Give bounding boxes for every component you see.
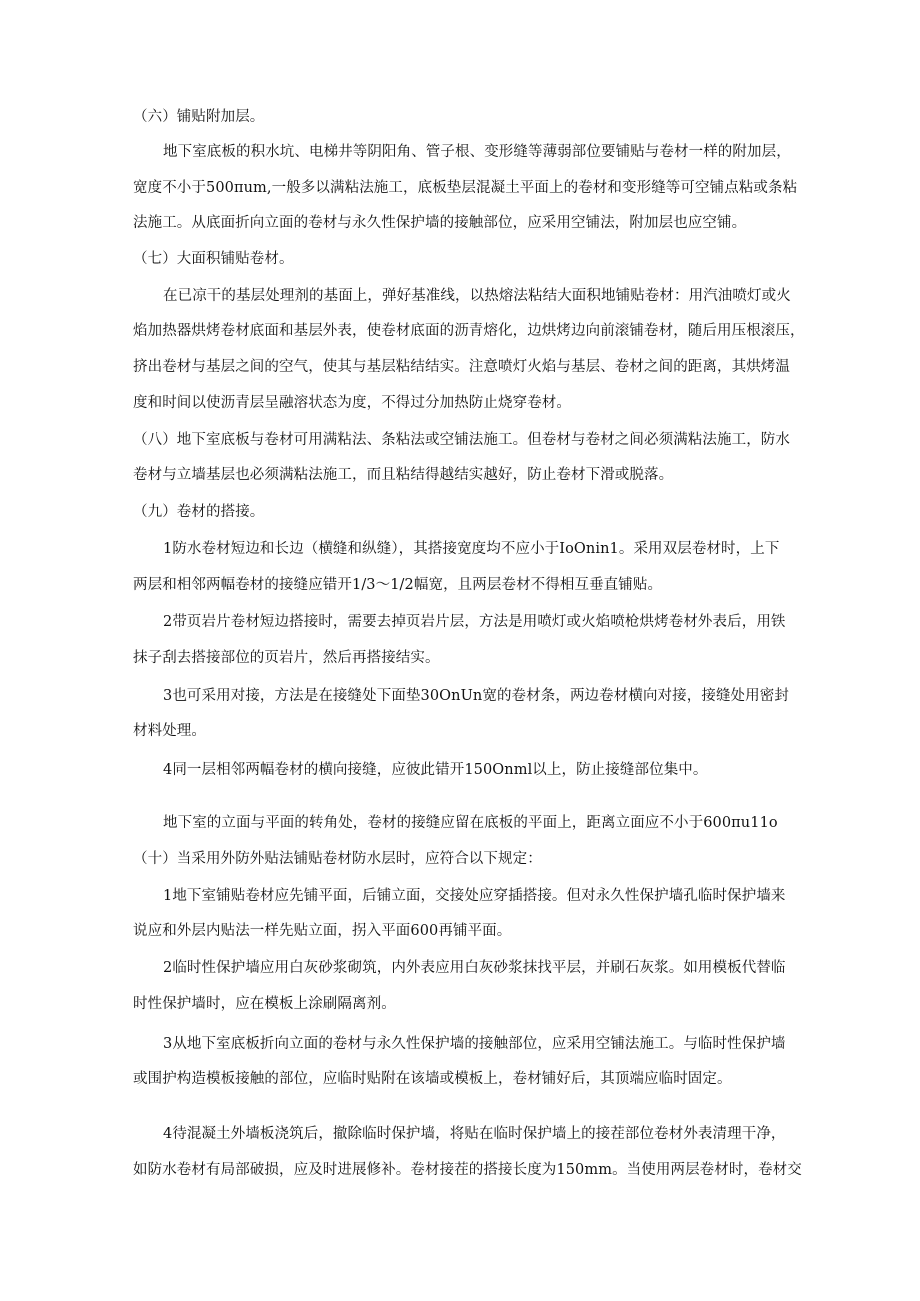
list-item-line: 3也可采用对接，方法是在接缝处下面垫30OnUn宽的卷材条，两边卷材横向对接，接缝处用密封: [163, 688, 789, 704]
list-item-line: 材料处理。: [133, 723, 206, 739]
section-heading-8: （八）地下室底板与卷材可用满粘法、条粘法或空铺法施工。但卷材与卷材之间必须满粘法施工，防水: [133, 432, 790, 448]
list-item-line: 1防水卷材短边和长边（横缝和纵缝），其搭接宽度均不应小于IoOnin1。采用双层卷材时，上下: [163, 541, 780, 557]
paragraph-line: 地下室的立面与平面的转角处，卷材的接缝应留在底板的平面上，距离立面应不小于600πu11o: [163, 815, 778, 831]
paragraph-line: 宽度不小于500πum,一般多以满粘法施工，底板垫层混凝土平面上的卷材和变形缝等可空铺点粘或条粘: [133, 180, 798, 196]
section-heading-10: （十）当采用外防外贴法铺贴卷材防水层时，应符合以下规定：: [133, 851, 542, 867]
paragraph-line: 在已凉干的基层处理剂的基面上，弹好基准线，以热熔法粘结大面积地铺贴卷材：用汽油喷灯或火: [163, 288, 791, 304]
list-item-line: 抹子刮去搭接部位的页岩片，然后再搭接结实。: [133, 650, 440, 666]
section-heading-6: （六）铺贴附加层。: [133, 109, 265, 125]
paragraph-line: 度和时间以使沥青层呈融溶状态为度，不得过分加热防止烧穿卷材。: [133, 395, 571, 411]
list-item-line: 两层和相邻两幅卷材的接缝应错开1/3～1/2幅宽，且两层卷材不得相互垂直铺贴。: [133, 577, 663, 593]
section-heading-9: （九）卷材的搭接。: [133, 504, 265, 520]
paragraph-line: 挤出卷材与基层之间的空气，使其与基层粘结结实。注意喷灯火焰与基层、卷材之间的距离，其烘烤温: [133, 359, 790, 375]
list-item-line: 如防水卷材有局部破损，应及时进展修补。卷材接茬的搭接长度为150mm。当使用两层卷材时，卷材交: [133, 1162, 802, 1178]
list-item-line: 或围护构造模板接触的部位，应临时贴附在该墙或模板上，卷材铺好后，其顶端应临时固定。: [133, 1071, 732, 1087]
paragraph-line: 卷材与立墙基层也必须满粘法施工，而且粘结得越结实越好，防止卷材下滑或脱落。: [133, 467, 674, 483]
list-item-line: 3从地下室底板折向立面的卷材与永久性保护墙的接触部位，应采用空铺法施工。与临时性保护墙: [163, 1036, 786, 1052]
list-item-line: 时性保护墙时，应在模板上涂刷隔离剂。: [133, 996, 396, 1012]
section-heading-7: （七）大面积铺贴卷材。: [133, 251, 294, 267]
list-item-line: 2临时性保护墙应用白灰砂浆砌筑，内外表应用白灰砂浆抹找平层，并刷石灰浆。如用模板代替临: [163, 960, 786, 976]
paragraph-line: 地下室底板的积水坑、电梯井等阴阳角、管子根、变形缝等薄弱部位要铺贴与卷材一样的附加层，: [163, 144, 791, 160]
list-item-line: 4待混凝土外墙板浇筑后，撤除临时保护墙，将贴在临时保护墙上的接茬部位卷材外表清理干净，: [163, 1126, 786, 1142]
list-item-line: 2带页岩片卷材短边搭接时，需要去掉页岩片层，方法是用喷灯或火焰喷枪烘烤卷材外表后，用铁: [163, 614, 786, 630]
list-item-line: 说应和外层内贴法一样先贴立面，拐入平面600再铺平面。: [133, 923, 512, 939]
list-item-line: 4同一层相邻两幅卷材的横向接缝，应彼此错开150Onml以上，防止接缝部位集中。: [163, 762, 708, 778]
paragraph-line: 法施工。从底面折向立面的卷材与永久性保护墙的接触部位，应采用空铺法，附加层也应空铺。: [133, 215, 747, 231]
paragraph-line: 焰加热器烘烤卷材底面和基层外表，使卷材底面的沥青熔化，边烘烤边向前滚铺卷材，随后用压根滚压，: [133, 323, 805, 339]
list-item-line: 1地下室铺贴卷材应先铺平面，后铺立面，交接处应穿插搭接。但对永久性保护墙孔临时保护墙来: [163, 888, 786, 904]
